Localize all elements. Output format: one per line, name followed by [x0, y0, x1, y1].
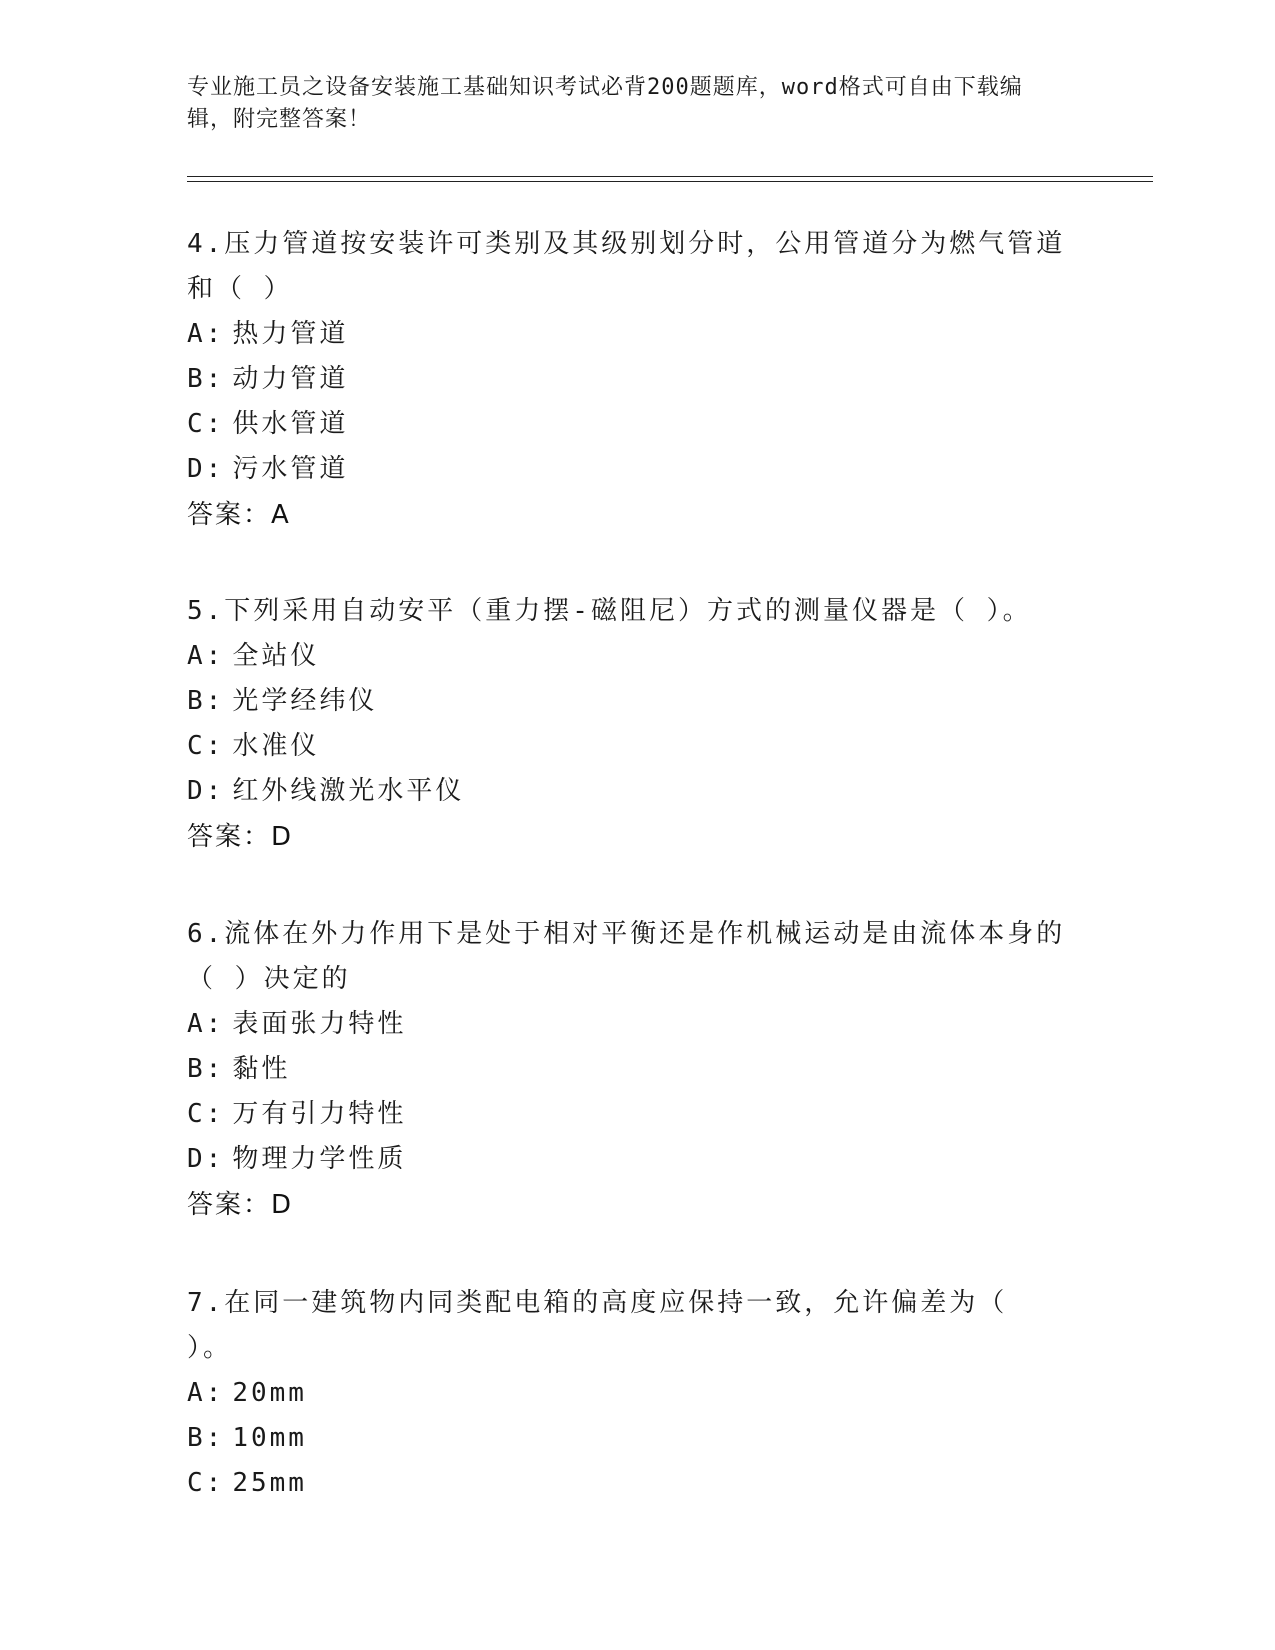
answer-label: 答案：: [187, 1190, 272, 1220]
question-stem: 4.压力管道按安装许可类别及其级别划分时，公用管道分为燃气管道和（ ）: [187, 229, 1066, 304]
option-c: C: 水准仪: [187, 731, 320, 761]
option-a: A: 全站仪: [187, 641, 320, 671]
option-c: C: 25mm: [187, 1468, 307, 1498]
question-stem: 6.流体在外力作用下是处于相对平衡还是作机械运动是由流体本身的（ ）决定的: [187, 919, 1066, 994]
option-b: B: 光学经纬仪: [187, 686, 378, 716]
answer-label: 答案：: [187, 822, 272, 852]
option-d: D: 物理力学性质: [187, 1144, 407, 1174]
header-rule-bottom: [187, 181, 1153, 182]
answer-line: [187, 814, 1067, 861]
option-b: B: 10mm: [187, 1423, 307, 1453]
option-c: C: 供水管道: [187, 409, 349, 439]
answer-line: [187, 492, 1067, 539]
option-b: B: 黏性: [187, 1054, 291, 1084]
header-rule-top: [187, 176, 1153, 177]
question-7: [187, 1281, 1067, 1506]
option-a: A: 20mm: [187, 1378, 307, 1408]
question-5: [187, 589, 1067, 861]
option-a: A: 表面张力特性: [187, 1009, 407, 1039]
question-stem: 7.在同一建筑物内同类配电箱的高度应保持一致，允许偏差为（ ）。: [187, 1288, 1008, 1363]
answer-value: A: [271, 500, 289, 530]
option-b: B: 动力管道: [187, 364, 349, 394]
option-d: D: 红外线激光水平仪: [187, 776, 465, 806]
question-stem: 5.下列采用自动安平（重力摆-磁阻尼）方式的测量仪器是（ ）。: [187, 596, 1032, 626]
answer-line: [187, 1182, 1067, 1229]
option-d: D: 污水管道: [187, 454, 349, 484]
answer-label: 答案：: [187, 500, 272, 530]
question-6: [187, 912, 1067, 1229]
question-4: [187, 222, 1067, 539]
option-c: C: 万有引力特性: [187, 1099, 407, 1129]
document-header: 专业施工员之设备安装施工基础知识考试必背200题题库，word格式可自由下载编辑，附完整答案！: [187, 75, 1023, 132]
answer-value: D: [271, 1190, 292, 1220]
option-a: A: 热力管道: [187, 319, 349, 349]
answer-value: D: [271, 822, 292, 852]
